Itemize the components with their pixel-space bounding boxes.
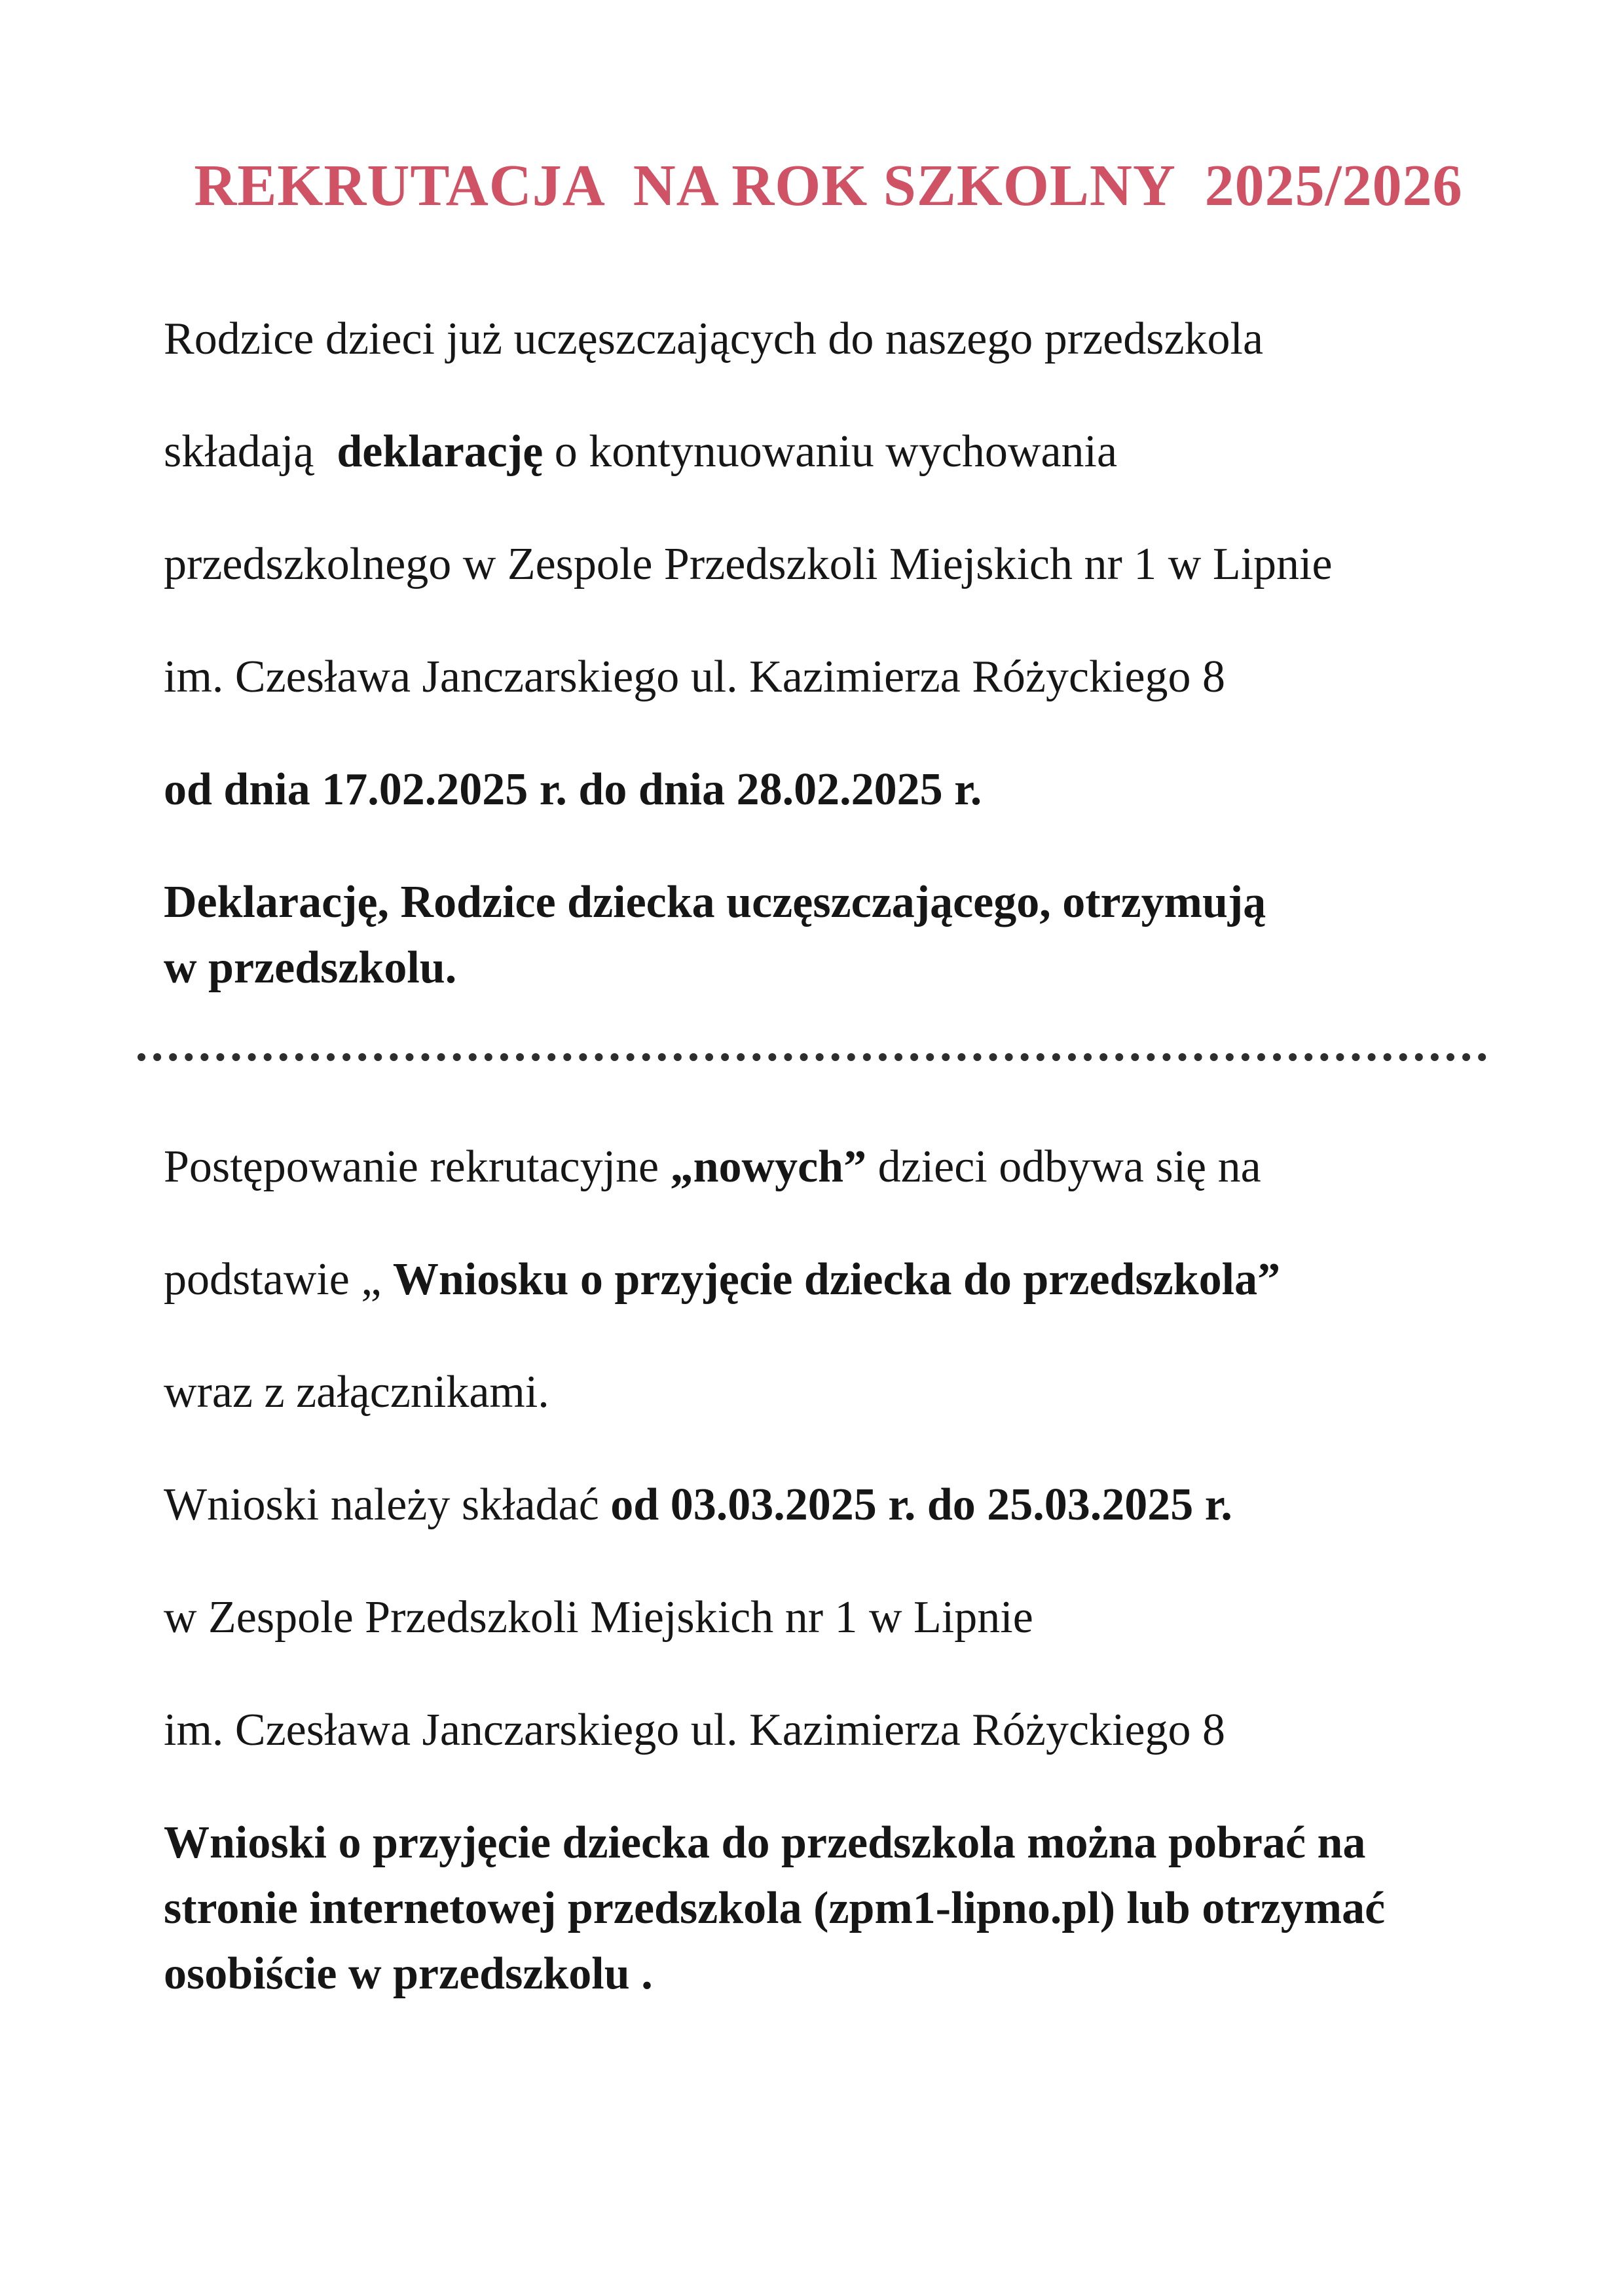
text-line [164, 424, 1493, 479]
text-line [164, 537, 1493, 592]
text-segment: im. Czesława Janczarskiego ul. Kazimierza Różyckiego 8 [164, 1704, 1226, 1755]
dotted-separator [138, 1053, 1486, 1061]
text-line [164, 1816, 1493, 1871]
bold-text-segment: osobiście w przedszkolu . [164, 1948, 653, 1999]
text-line [164, 650, 1493, 705]
text-line [164, 941, 1493, 996]
text-segment: podstawie „ [164, 1254, 393, 1305]
bold-text-segment: Deklarację, Rodzice dziecka uczęszczającego, otrzymują [164, 876, 1266, 927]
text-line [164, 1881, 1493, 1936]
text-line [164, 1703, 1493, 1758]
text-segment: Wnioski należy składać [164, 1479, 611, 1530]
bold-text-segment: stronie internetowej przedszkola (zpm1-lipno.pl) lub otrzymać [164, 1882, 1386, 1933]
text-line [164, 1140, 1493, 1195]
text-line [164, 1590, 1493, 1645]
text-line [164, 1947, 1493, 2002]
document-blocks [164, 312, 1493, 2002]
bold-text-segment: „nowych” [670, 1141, 867, 1192]
bold-text-segment: od 03.03.2025 r. do 25.03.2025 r. [610, 1479, 1232, 1530]
bold-text-segment: Wnioski o przyjęcie dziecka do przedszkola można pobrać na [164, 1817, 1366, 1868]
text-segment: Rodzice dzieci już uczęszczających do naszego przedszkola [164, 313, 1264, 364]
text-segment: Postępowanie rekrutacyjne [164, 1141, 671, 1192]
text-segment: w Zespole Przedszkoli Miejskich nr 1 w Lipnie [164, 1592, 1033, 1643]
bold-text-segment: od dnia 17.02.2025 r. do dnia 28.02.2025 r. [164, 764, 982, 815]
text-line [164, 875, 1493, 930]
text-segment: przedszkolnego w Zespole Przedszkoli Miejskich nr 1 w Lipnie [164, 538, 1333, 589]
text-line [164, 312, 1493, 367]
text-line [164, 1365, 1493, 1420]
document-title: REKRUTACJA NA ROK SZKOLNY 2025/2026 [194, 153, 1463, 218]
text-segment: składają [164, 426, 337, 477]
bold-text-segment: w przedszkolu. [164, 942, 457, 993]
bold-text-segment: deklarację [337, 426, 544, 477]
text-line [164, 1252, 1493, 1307]
text-line [164, 1478, 1493, 1533]
text-segment: o kontynuowaniu wychowania [543, 426, 1118, 477]
text-segment: wraz z załącznikami. [164, 1366, 549, 1417]
text-line [164, 762, 1493, 817]
text-segment: dzieci odbywa się na [866, 1141, 1261, 1192]
text-segment: im. Czesława Janczarskiego ul. Kazimierza Różyckiego 8 [164, 651, 1226, 702]
bold-text-segment: Wniosku o przyjęcie dziecka do przedszkola” [392, 1254, 1281, 1305]
